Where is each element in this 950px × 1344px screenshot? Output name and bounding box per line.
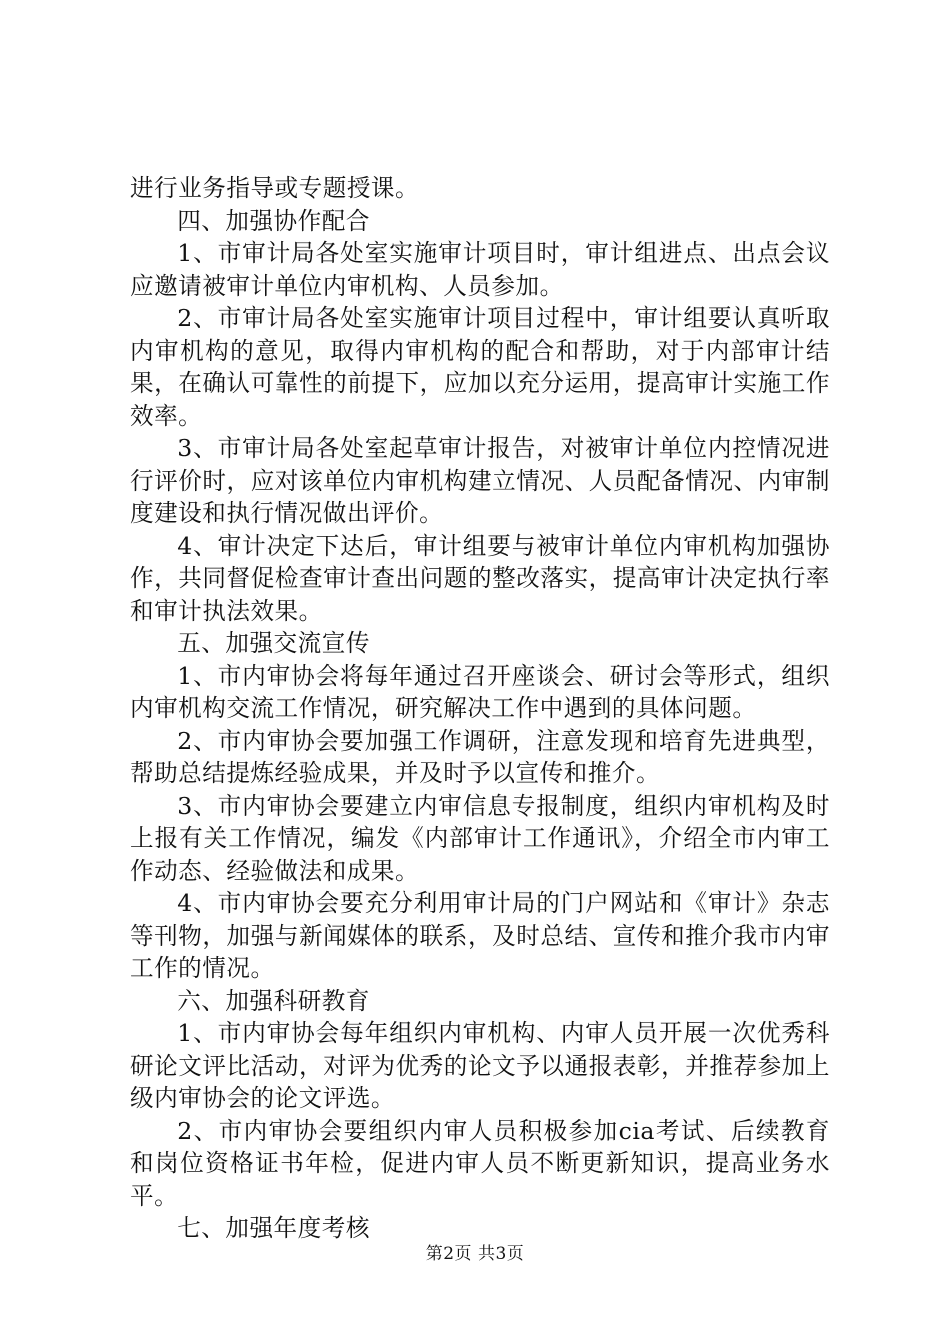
section-heading-6: 六、加强科研教育 xyxy=(177,986,370,1015)
paragraph-5-4: 4、市内审协会要充分利用审计局的门户网站和《审计》杂志等刊物，加强与新闻媒体的联系，及时总结、宣传和推介我市内审工作的情况。 xyxy=(130,889,830,982)
page-footer: 第2页 共3页 xyxy=(425,1244,525,1264)
paragraph-5-2: 2、市内审协会要加强工作调研，注意发现和培育先进典型，帮助总结提炼经验成果，并及时予以宣传和推介。 xyxy=(130,726,830,787)
paragraph-4-3: 3、市审计局各处室起草审计报告，对被审计单位内控情况进行评价时，应对该单位内审机构建立情况、人员配备情况、内审制度建设和执行情况做出评价。 xyxy=(130,434,830,527)
paragraph-6-1: 1、市内审协会每年组织内审机构、内审人员开展一次优秀科研论文评比活动，对评为优秀的论文予以通报表彰，并推荐参加上级内审协会的论文评选。 xyxy=(130,1019,830,1112)
paragraph-5-1: 1、市内审协会将每年通过召开座谈会、研讨会等形式，组织内审机构交流工作情况，研究解决工作中遇到的具体问题。 xyxy=(130,661,830,722)
paragraph-4-1: 1、市审计局各处室实施审计项目时，审计组进点、出点会议应邀请被审计单位内审机构、人员参加。 xyxy=(130,239,830,300)
paragraph-5-3: 3、市内审协会要建立内审信息专报制度，组织内审机构及时上报有关工作情况，编发《内部审计工作通讯》，介绍全市内审工作动态、经验做法和成果。 xyxy=(130,791,830,885)
document-body xyxy=(130,172,830,1245)
section-heading-4: 四、加强协作配合 xyxy=(177,206,370,235)
section-heading-5: 五、加强交流宣传 xyxy=(177,629,370,657)
section-heading-7: 七、加强年度考核 xyxy=(177,1214,370,1242)
paragraph-6-2: 2、市内审协会要组织内审人员积极参加cia考试、后续教育和岗位资格证书年检，促进内审人员不断更新知识，提高业务水平。 xyxy=(130,1116,830,1210)
paragraph-4-2: 2、市审计局各处室实施审计项目过程中，审计组要认真听取内审机构的意见，取得内审机构的配合和帮助，对于内部审计结果，在确认可靠性的前提下，应加以充分运用，提高审计实施工作效率。 xyxy=(130,304,830,430)
paragraph-continuation: 进行业务指导或专题授课。 xyxy=(130,174,420,202)
paragraph-4-4: 4、审计决定下达后，审计组要与被审计单位内审机构加强协作，共同督促检查审计查出问题的整改落实，提高审计决定执行率和审计执法效果。 xyxy=(130,531,830,625)
